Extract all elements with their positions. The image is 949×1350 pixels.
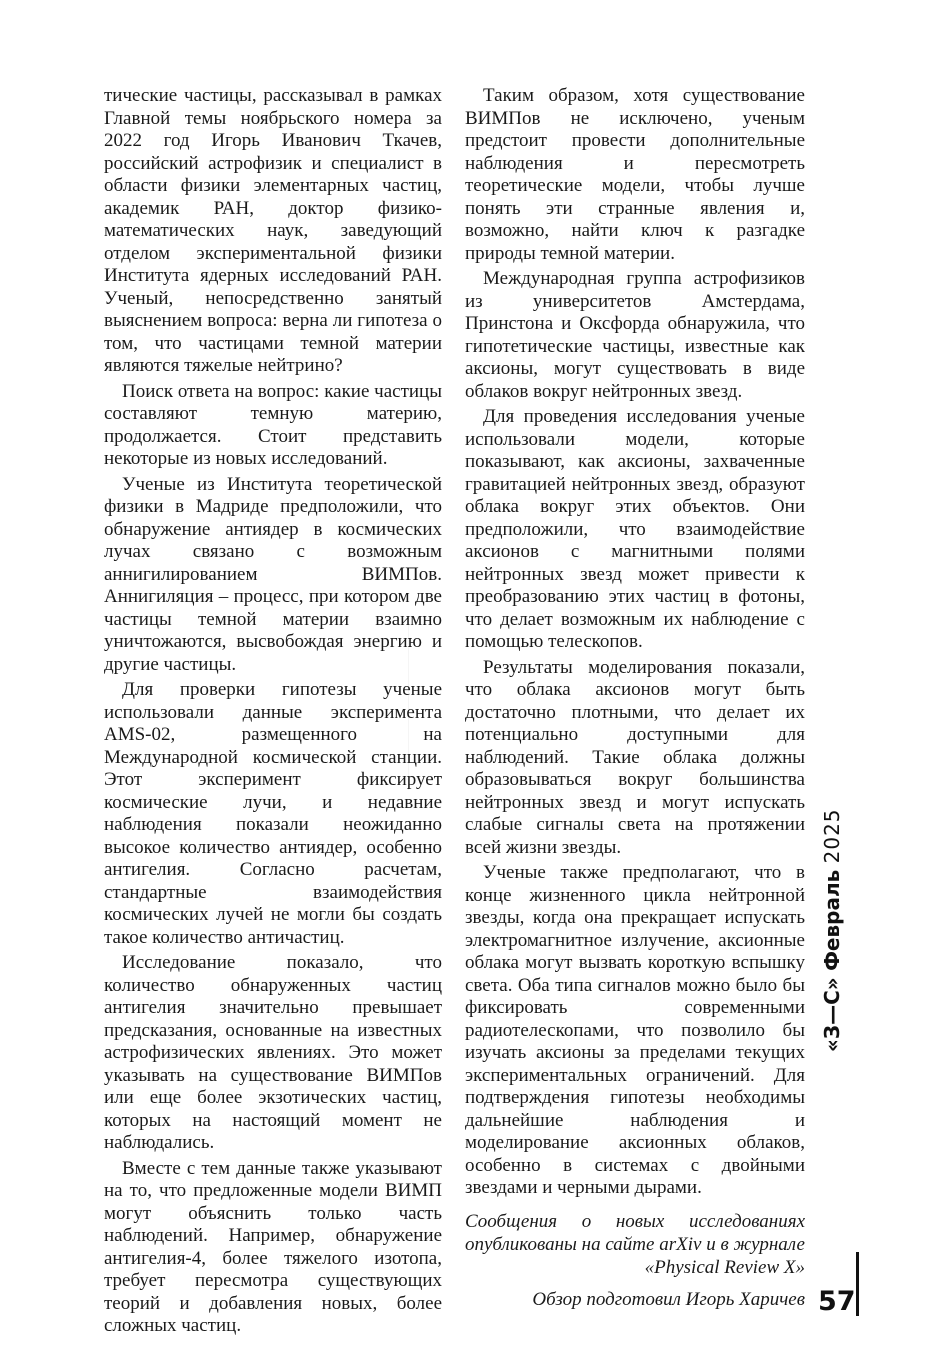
running-head xyxy=(812,792,852,1052)
paragraph: Результаты моделирования показали, что облака аксионов могут быть достаточно плотными, что делает их потенциально доступными для наблюдений. Такие облака должны образовываться вокруг большинства нейтронных звезд и могут испускать слабые сигналы света на протяжении всей жизни звезды. xyxy=(465,656,805,858)
magazine-name: «З—С» xyxy=(820,977,844,1052)
paragraph: Поиск ответа на вопрос: какие частицы составляют темную материю, продолжается. Стоит представить некоторые из новых исследований. xyxy=(104,380,442,469)
page-number: 57 xyxy=(818,1286,856,1317)
paragraph: Для проверки гипотезы ученые использовали данные эксперимента AMS-02, размещенного на Международной космической станции. Этот эксперимент фиксирует космические лучи, и недавние наблюдения показали неожиданно высокое количество антиядер, особенно антигелия. Согласно расчетам, стандартные взаимодействия космических лучей не могли бы создать такое количество античастиц. xyxy=(104,679,442,948)
left-column xyxy=(104,85,442,1341)
paragraph: Международная группа астрофизиков из университетов Амстердама, Принстона и Оксфорда обнаружила, что гипотетические частицы, известные как аксионы, могут существовать в виде облаков вокруг нейтронных звезд. xyxy=(465,268,805,402)
right-column xyxy=(465,85,805,1311)
paragraph: тические частицы, рассказывал в рамках Главной темы ноябрьского номера за 2022 год Игорь Иванович Ткачев, российский астрофизик и специалист в области физики элементарных частиц, академик РАН, доктор физико-математических наук, заведующий отделом экспериментальной физики Института ядерных исследований РАН. Ученый, непосредственно занятый выяснением вопроса: верна ли гипотеза о том, что частицами темной материи являются тяжелые нейтрино? xyxy=(104,85,442,376)
paragraph: Таким образом, хотя существование ВИМПов не исключено, ученым предстоит провести дополнительные наблюдения и пересмотреть теоретические модели, чтобы лучше понять эти странные явления и, возможно, найти ключ к разгадке природы темной материи. xyxy=(465,85,805,264)
paragraph: Ученые из Института теоретической физики в Мадриде предположили, что обнаружение антиядер в космических лучах связано с возможным аннигилированием ВИМПов. Аннигиляция – процесс, при котором две частицы темной материи взаимно уничтожаются, высвобождая энергию и другие частицы. xyxy=(104,473,442,675)
source-note: Сообщения о новых исследованиях опубликованы на сайте arXiv и в журнале «Physical Review X» xyxy=(465,1210,805,1278)
paragraph: Для проведения исследования ученые использовали модели, которые показывают, как аксионы, захваченные гравитацией нейтронных звезд, образуют облака вокруг этих объектов. Они предположили, что взаимодействие аксионов с магнитными полями нейтронных звезд может привести к преобразованию этих частиц в фотоны, что делает возможным их наблюдение с помощью телескопов. xyxy=(465,406,805,652)
page-number-rule xyxy=(856,1252,859,1316)
issue-year: 2025 xyxy=(820,808,844,864)
paragraph: Вместе с тем данные также указывают на то, что предложенные модели ВИМП могут объяснить только часть наблюдений. Например, обнаружение антигелия-4, более тяжелого изотопа, требует пересмотра существующих теорий и добавления новых, более сложных частиц. xyxy=(104,1157,442,1336)
author-credit: Обзор подготовил Игорь Харичев xyxy=(532,1288,805,1310)
issue-month: Февраль xyxy=(820,869,844,971)
paragraph: Ученые также предполагают, что в конце жизненного цикла нейтронной звезды, когда она прекращает испускать электромагнитное излучение, аксионные облака могут вызвать короткую вспышку света. Оба типа сигналов можно было бы фиксировать современными радиотелескопами, что позволило бы изучать аксионы за пределами текущих экспериментальных ограничений. Для подтверждения гипотезы необходимы дальнейшие наблюдения и моделирование аксионных облаков, особенно в системах с двойными звездами и черными дырами. xyxy=(465,862,805,1198)
paragraph: Исследование показало, что количество обнаруженных частиц антигелия значительно превышает предсказания, основанные на известных астрофизических явлениях. Это может указывать на существование ВИМПов или еще более экзотических частиц, которых на настоящий момент не наблюдались. xyxy=(104,952,442,1153)
